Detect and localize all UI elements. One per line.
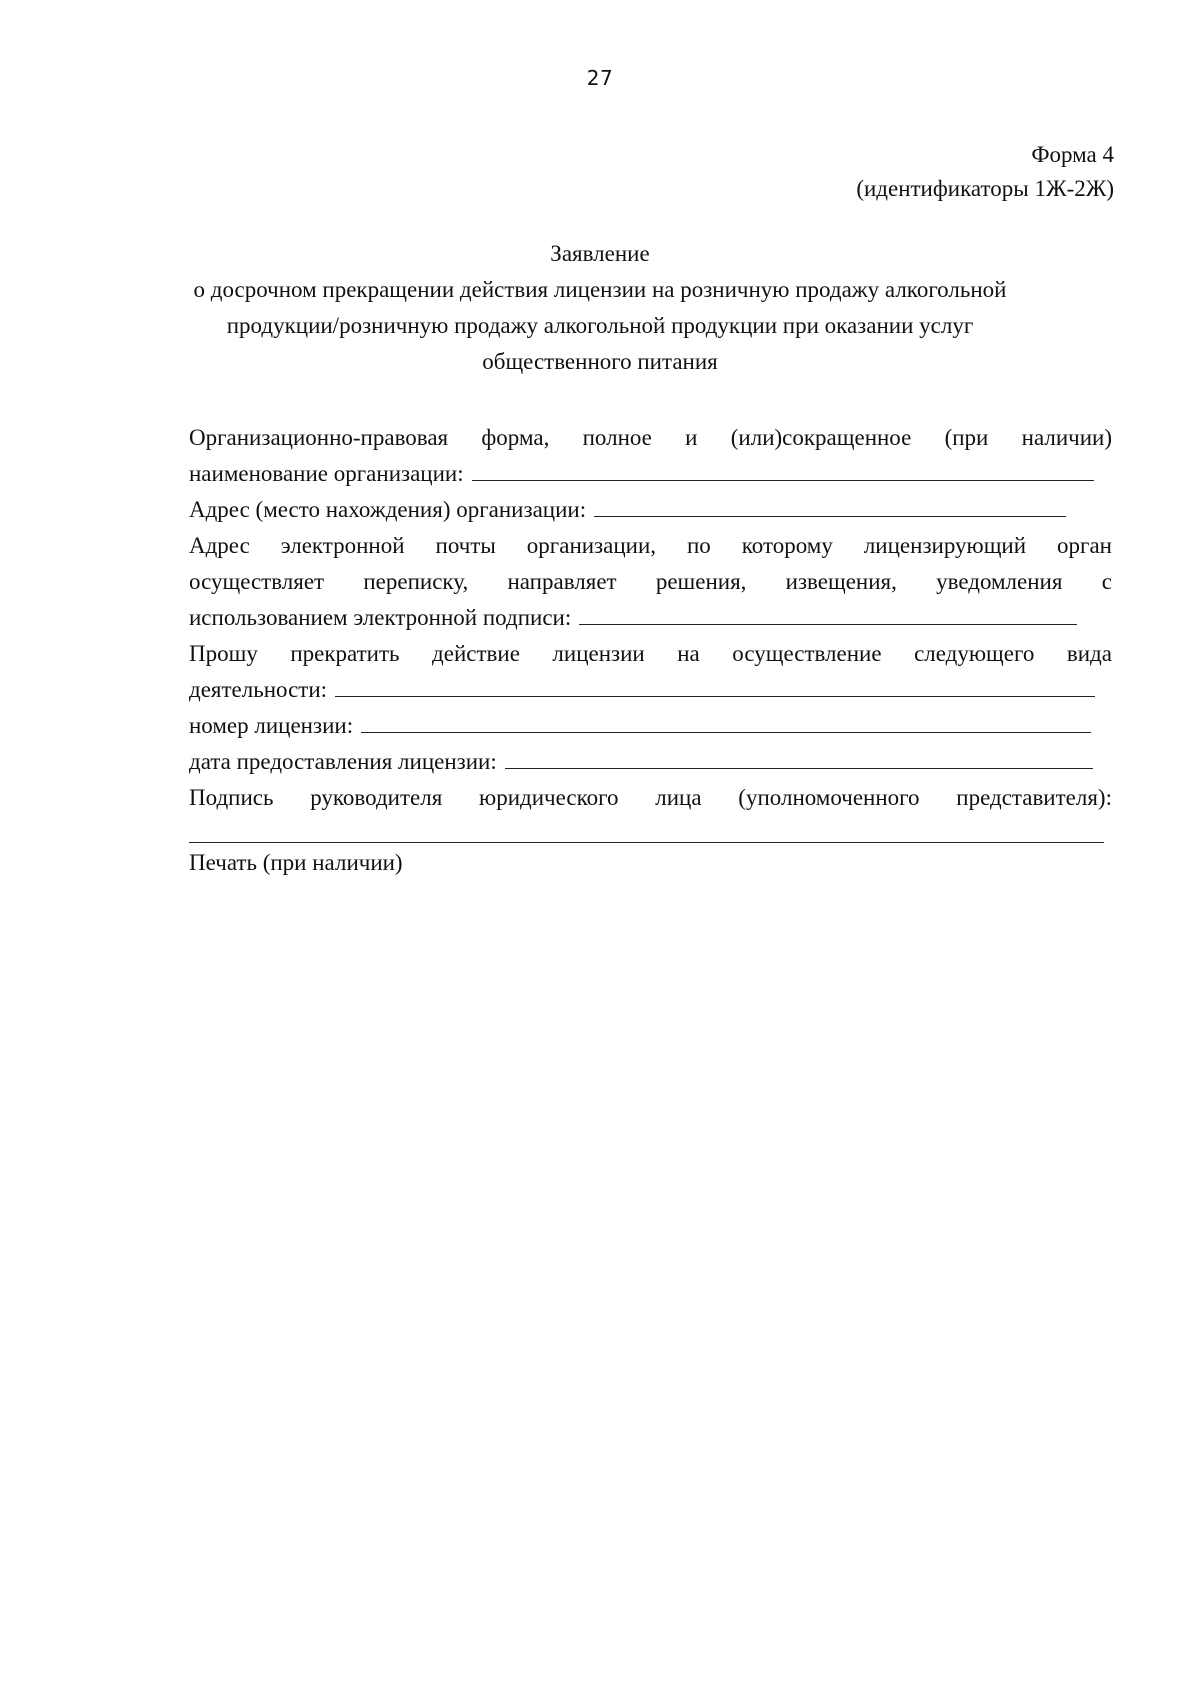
address-blank[interactable]: [594, 494, 1066, 517]
org-name-label: наименование организации:: [189, 461, 464, 486]
word: организации,: [526, 533, 657, 558]
form-identifier: [856, 138, 1114, 206]
form-identifiers: (идентификаторы 1Ж-2Ж): [856, 176, 1114, 201]
word: осуществление: [732, 641, 882, 666]
email-intro-2: [189, 564, 1112, 600]
title-line-2: продукции/розничную продажу алкогольной продукции при оказании услуг: [226, 313, 974, 338]
word: которому: [741, 533, 833, 558]
license-date-label: дата предоставления лицензии:: [189, 749, 497, 774]
license-number-field: [189, 708, 1112, 744]
title-line-1: о досрочном прекращении действия лицензии на розничную продажу алкогольной: [193, 277, 1007, 302]
page-number: 27: [586, 66, 614, 90]
license-date-blank[interactable]: [505, 746, 1093, 769]
title-line-3: общественного питания: [482, 349, 718, 374]
word: уведомления: [936, 569, 1063, 594]
activity-field: [189, 672, 1112, 708]
word: руководителя: [310, 785, 443, 810]
word: электронной: [280, 533, 405, 558]
address-field: [189, 492, 1112, 528]
stamp-field: [189, 845, 1112, 881]
word: (уполномоченного: [738, 785, 920, 810]
word: орган: [1057, 533, 1112, 558]
word: вида: [1066, 641, 1112, 666]
word: осуществляет: [189, 569, 325, 594]
word: Подпись: [189, 785, 274, 810]
word: (или)сокращенное: [730, 425, 912, 450]
email-blank[interactable]: [579, 602, 1077, 625]
form-name: Форма 4: [1031, 142, 1114, 167]
activity-intro: [189, 636, 1112, 672]
word: лицензирующий: [863, 533, 1027, 558]
word: действие: [432, 641, 520, 666]
document-title: [150, 236, 1050, 380]
license-date-field: [189, 744, 1112, 780]
license-number-label: номер лицензии:: [189, 713, 354, 738]
email-intro-1: [189, 528, 1112, 564]
org-name-field: [189, 456, 1112, 492]
word: и: [685, 425, 698, 450]
word: лица: [655, 785, 702, 810]
address-label: Адрес (место нахождения) организации:: [189, 497, 587, 522]
word: форма,: [481, 425, 550, 450]
signature-blank[interactable]: [189, 816, 1104, 843]
email-field: [189, 600, 1112, 636]
signature-intro: [189, 780, 1112, 816]
word: извещения,: [785, 569, 897, 594]
word: представителя):: [956, 785, 1112, 810]
word: с: [1101, 569, 1112, 594]
word: почты: [435, 533, 496, 558]
license-number-blank[interactable]: [361, 710, 1091, 733]
stamp-label: Печать (при наличии): [189, 850, 403, 875]
word: полное: [582, 425, 652, 450]
word: по: [687, 533, 711, 558]
word: Организационно-правовая: [189, 425, 449, 450]
word: лицензии: [552, 641, 645, 666]
word: Адрес: [189, 533, 250, 558]
word: решения,: [655, 569, 747, 594]
org-name-blank[interactable]: [472, 458, 1094, 481]
word: прекратить: [290, 641, 400, 666]
email-label: использованием электронной подписи:: [189, 605, 572, 630]
activity-blank[interactable]: [335, 674, 1095, 697]
word: на: [677, 641, 700, 666]
org-name-intro: [189, 420, 1112, 456]
word: следующего: [914, 641, 1035, 666]
activity-label: деятельности:: [189, 677, 328, 702]
word: Прошу: [189, 641, 258, 666]
word: (при: [944, 425, 989, 450]
word: переписку,: [363, 569, 469, 594]
title-heading: Заявление: [550, 241, 650, 266]
word: направляет: [507, 569, 617, 594]
word: наличии): [1021, 425, 1112, 450]
form-body: [189, 420, 1112, 881]
word: юридического: [479, 785, 619, 810]
